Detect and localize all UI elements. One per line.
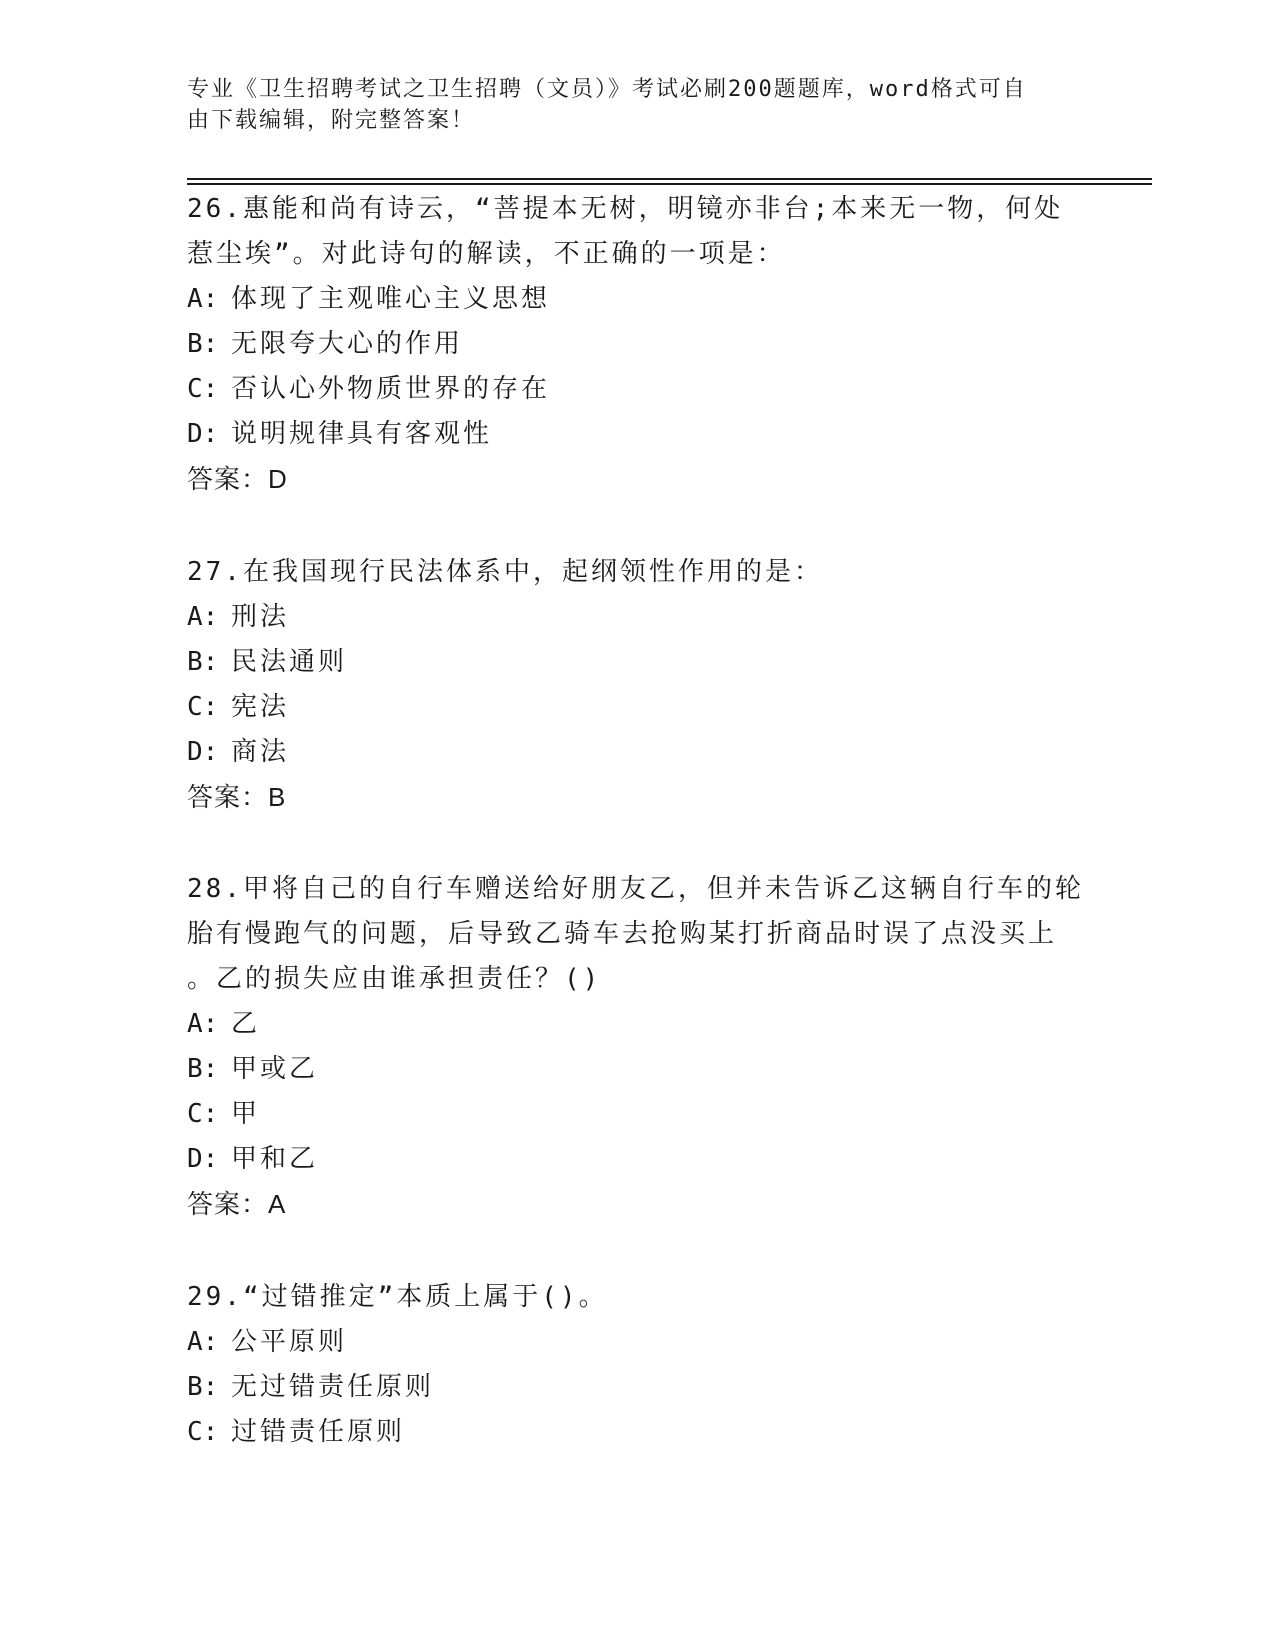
answer-line: 答案：D <box>187 464 288 494</box>
stem-line: 胎有慢跑气的问题，后导致乙骑车去抢购某打折商品时误了点没买上 <box>187 919 1058 949</box>
option-text: 宪法 <box>231 692 290 722</box>
option-letter: A: <box>187 1009 219 1039</box>
stem-line: 惹尘埃”。对此诗句的解读，不正确的一项是： <box>187 239 786 269</box>
stem-line: 。乙的损失应由谁承担责任？() <box>187 964 602 994</box>
option-text: 否认心外物质世界的存在 <box>231 374 551 404</box>
stem-line: 27.在我国现行民法体系中，起纲领性作用的是： <box>187 557 823 587</box>
question-26 <box>187 187 1087 502</box>
option-d <box>187 1137 1087 1182</box>
option-a <box>187 1320 1087 1365</box>
option-letter: C: <box>187 374 219 404</box>
option-d <box>187 412 1087 457</box>
option-letter: D: <box>187 737 219 767</box>
option-text: 说明规律具有客观性 <box>231 419 493 449</box>
option-text: 无限夸大心的作用 <box>231 329 464 359</box>
question-29 <box>187 1275 1087 1455</box>
header-line-1: 专业《卫生招聘考试之卫生招聘（文员）》考试必刷200题题库，word格式可自 <box>187 77 1027 102</box>
stem-line: 29.“过错推定”本质上属于()。 <box>187 1282 608 1312</box>
option-b <box>187 640 1087 685</box>
option-text: 刑法 <box>231 602 290 632</box>
option-letter: B: <box>187 1372 219 1402</box>
option-letter: B: <box>187 329 219 359</box>
answer-line: 答案：B <box>187 782 287 812</box>
option-a <box>187 277 1087 322</box>
header-divider-top <box>187 178 1152 180</box>
option-letter: B: <box>187 647 219 677</box>
option-text: 甲或乙 <box>231 1054 319 1084</box>
question-28 <box>187 867 1087 1227</box>
header-divider-bottom <box>187 183 1152 185</box>
option-text: 乙 <box>231 1009 261 1039</box>
stem-line: 28.甲将自己的自行车赠送给好朋友乙，但并未告诉乙这辆自行车的轮 <box>187 874 1084 904</box>
question-stem <box>187 187 1087 277</box>
option-text: 公平原则 <box>231 1327 348 1357</box>
option-text: 无过错责任原则 <box>231 1372 435 1402</box>
option-letter: D: <box>187 1144 219 1174</box>
option-text: 过错责任原则 <box>231 1417 406 1447</box>
option-letter: C: <box>187 692 219 722</box>
option-letter: D: <box>187 419 219 449</box>
option-b <box>187 1365 1087 1410</box>
option-letter: C: <box>187 1417 219 1447</box>
answer-line: 答案：A <box>187 1189 287 1219</box>
option-text: 体现了主观唯心主义思想 <box>231 284 551 314</box>
question-stem <box>187 1275 1087 1320</box>
option-a <box>187 595 1087 640</box>
document-header <box>187 74 1067 136</box>
option-c <box>187 367 1087 412</box>
option-text: 商法 <box>231 737 290 767</box>
option-b <box>187 322 1087 367</box>
question-stem <box>187 867 1087 1002</box>
option-letter: A: <box>187 284 219 314</box>
option-letter: C: <box>187 1099 219 1129</box>
question-stem <box>187 550 1087 595</box>
option-c <box>187 1410 1087 1455</box>
option-text: 甲和乙 <box>231 1144 319 1174</box>
option-a <box>187 1002 1087 1047</box>
option-b <box>187 1047 1087 1092</box>
header-line-2: 由下载编辑，附完整答案！ <box>187 108 476 133</box>
option-d <box>187 730 1087 775</box>
option-text: 民法通则 <box>231 647 348 677</box>
option-c <box>187 685 1087 730</box>
option-letter: A: <box>187 1327 219 1357</box>
option-text: 甲 <box>231 1099 261 1129</box>
option-letter: B: <box>187 1054 219 1084</box>
option-letter: A: <box>187 602 219 632</box>
option-c <box>187 1092 1087 1137</box>
stem-line: 26.惠能和尚有诗云，“菩提本无树，明镜亦非台;本来无一物，何处 <box>187 194 1064 224</box>
question-27 <box>187 550 1087 820</box>
